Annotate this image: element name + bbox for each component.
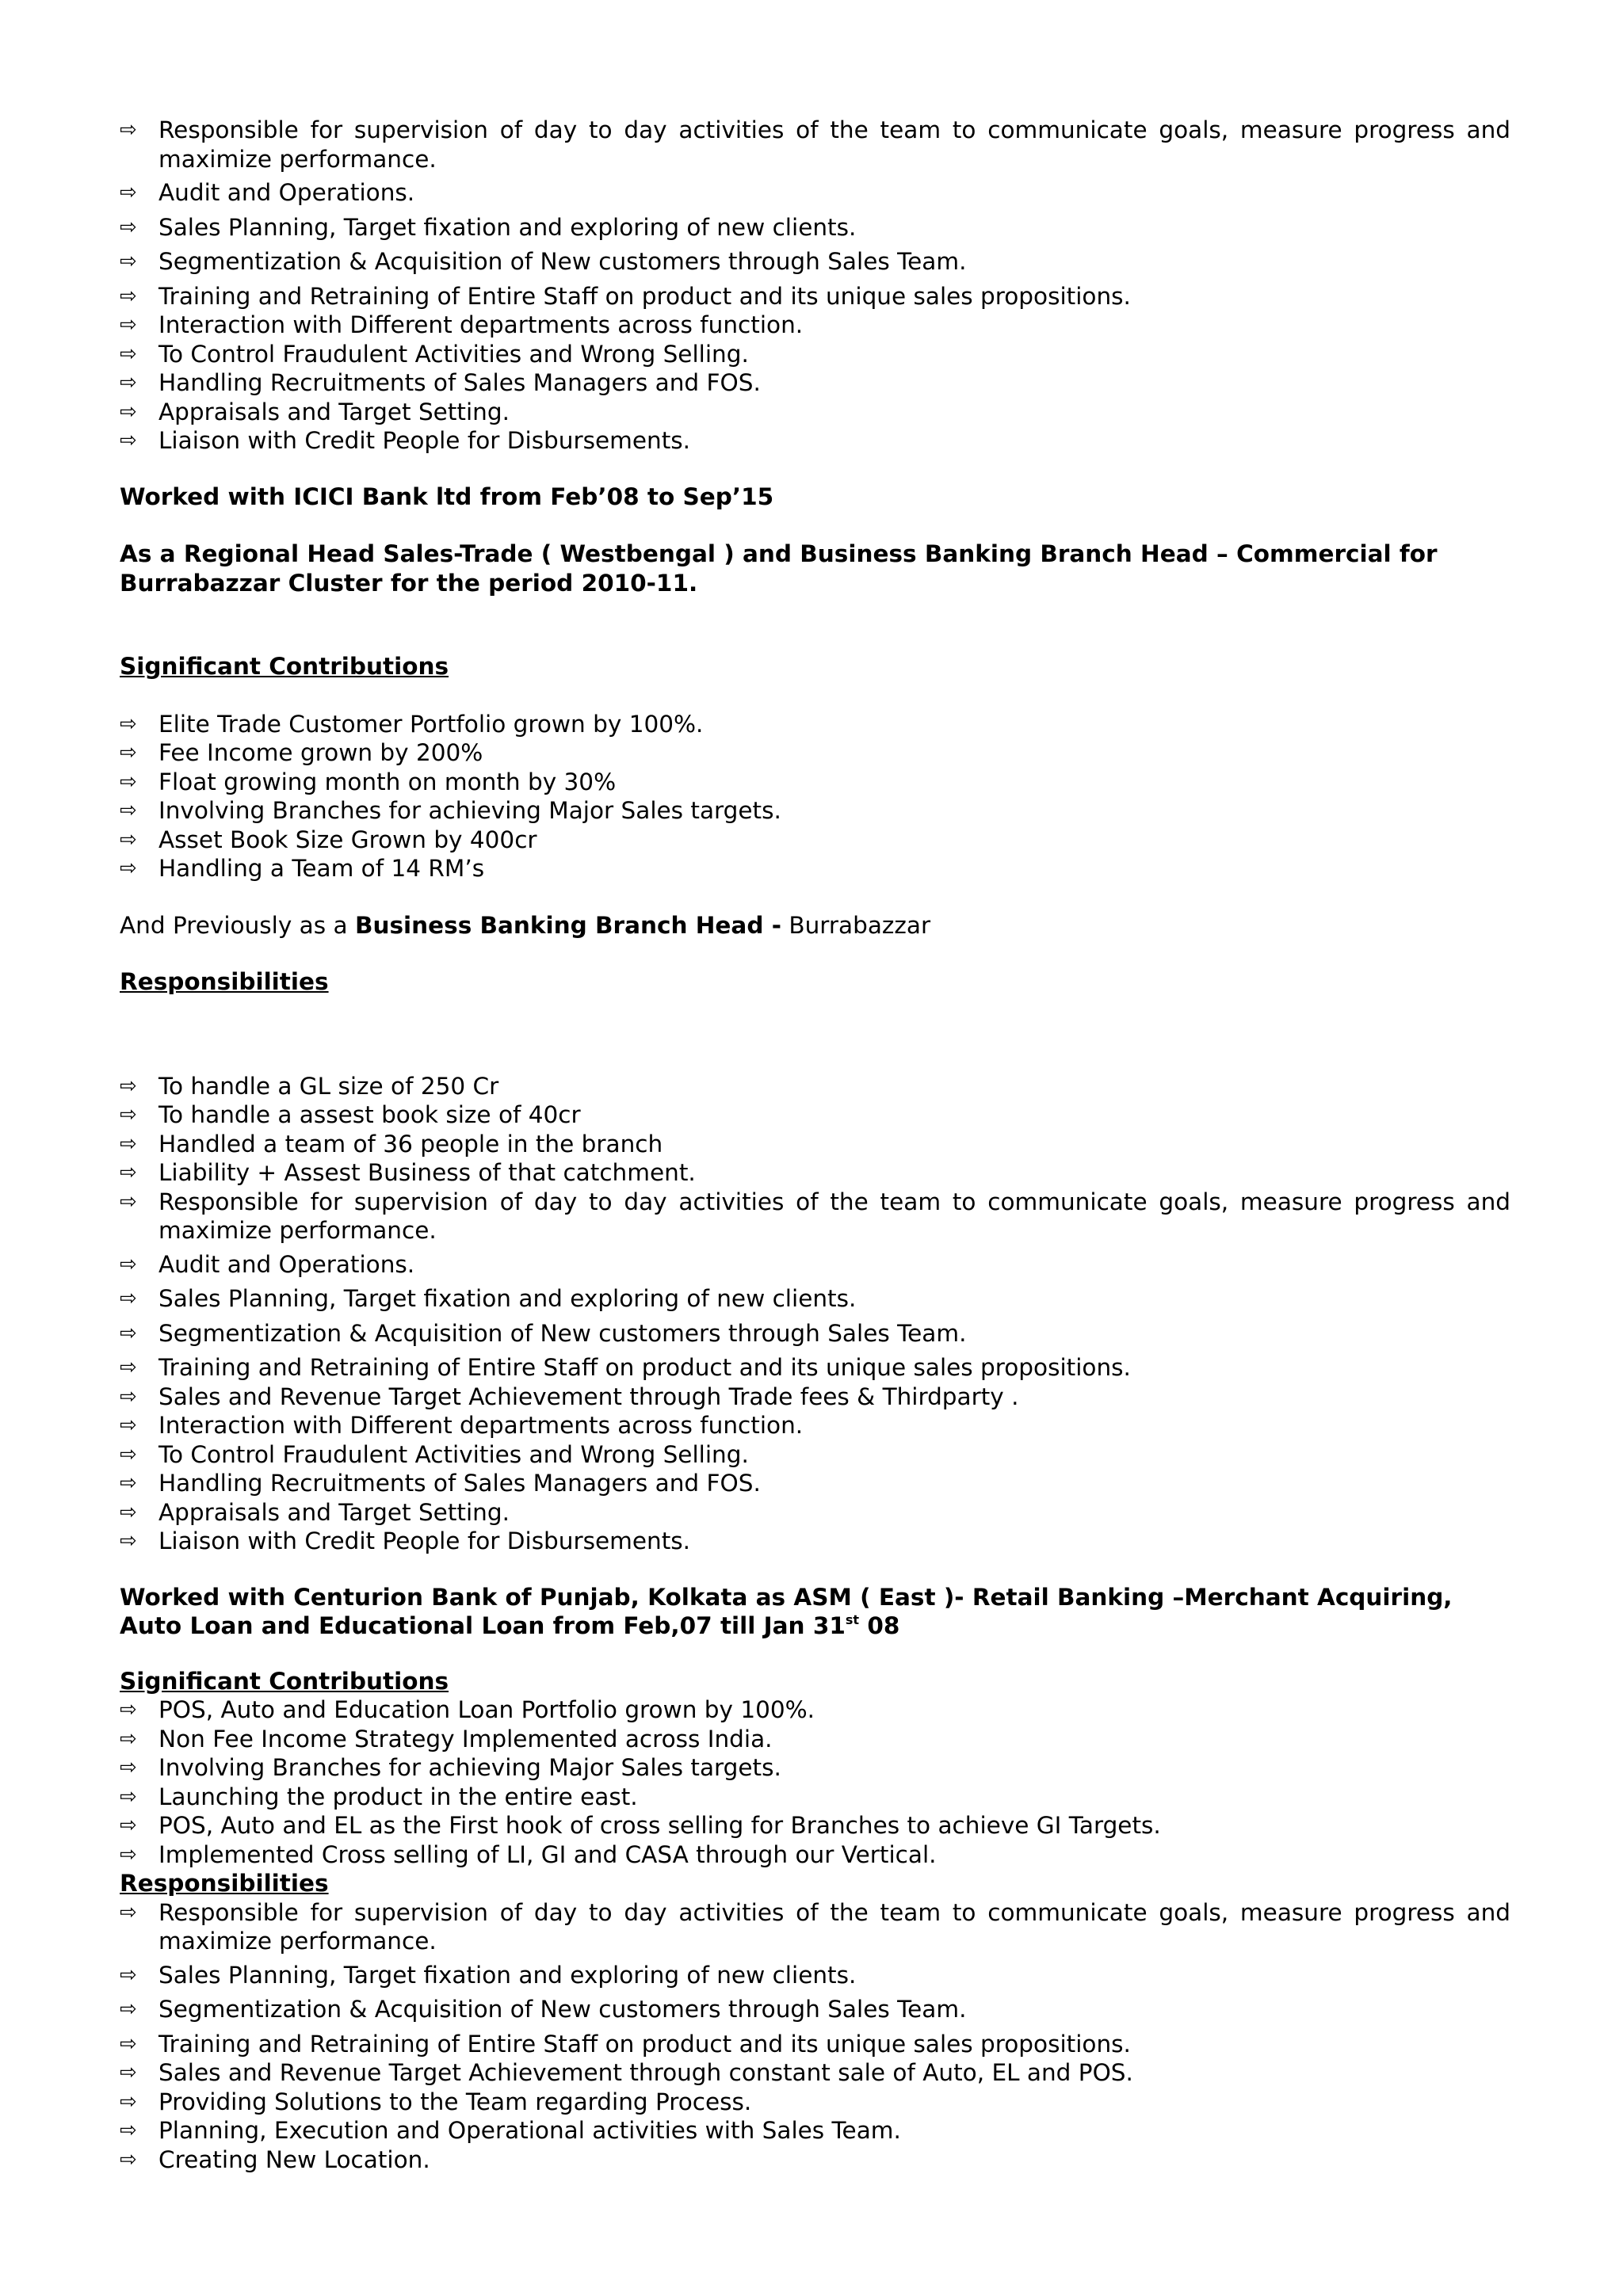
list-item: ⇨ Elite Trade Customer Portfolio grown by 100%. (120, 710, 704, 738)
centurion-contributions-heading: Significant Contributions (120, 1667, 449, 1695)
list-item: ⇨ Responsible for supervision of day to day activities of the team to communicate goals, measure progress and maximize performance. (120, 1898, 1510, 1955)
icici-role-heading: As a Regional Head Sales-Trade ( Westbengal ) and Business Banking Branch Head – Commercial for Burrabazzar Cluster for the period 2010-11. (120, 540, 1438, 597)
arrow-bullet-icon: ⇨ (120, 429, 137, 452)
arrow-bullet-icon: ⇨ (120, 181, 137, 204)
arrow-bullet-icon: ⇨ (120, 1784, 137, 1809)
list-item: ⇨ Appraisals and Target Setting. (120, 1498, 510, 1526)
icici-responsibilities-heading: Responsibilities (120, 968, 329, 995)
arrow-bullet-icon: ⇨ (120, 215, 137, 239)
arrow-bullet-icon: ⇨ (120, 1442, 137, 1466)
list-item: ⇨ Launching the product in the entire east. (120, 1783, 638, 1810)
arrow-bullet-icon: ⇨ (120, 250, 137, 273)
list-item: ⇨ Audit and Operations. (120, 1250, 415, 1278)
list-item: ⇨ Sales Planning, Target fixation and exploring of new clients. (120, 213, 857, 241)
list-item: ⇨ Float growing month on month by 30% (120, 768, 617, 795)
list-item: ⇨ Asset Book Size Grown by 400cr (120, 826, 537, 853)
resume-page (120, 116, 1510, 2174)
list-item: ⇨ Sales Planning, Target fixation and exploring of new clients. (120, 1961, 857, 1989)
arrow-bullet-icon: ⇨ (120, 2119, 137, 2142)
list-item: ⇨ Interaction with Different departments across function. (120, 311, 804, 338)
arrow-bullet-icon: ⇨ (120, 827, 137, 852)
arrow-bullet-icon: ⇨ (120, 1103, 137, 1127)
list-item: ⇨ Liability + Assest Business of that catchment. (120, 1159, 696, 1186)
arrow-bullet-icon: ⇨ (120, 1814, 137, 1837)
arrow-bullet-icon: ⇨ (120, 1471, 137, 1495)
list-item: ⇨ Creating New Location. (120, 2145, 430, 2173)
arrow-bullet-icon: ⇨ (120, 1321, 137, 1345)
arrow-bullet-icon: ⇨ (120, 799, 137, 822)
list-item: ⇨ Handling a Team of 14 RM’s (120, 855, 485, 882)
list-item: ⇨ Segmentization & Acquisition of New customers through Sales Team. (120, 1319, 967, 1347)
list-item: ⇨ Liaison with Credit People for Disbursements. (120, 427, 691, 454)
list-item: ⇨ Sales and Revenue Target Achievement through constant sale of Auto, EL and POS. (120, 2059, 1133, 2086)
centurion-responsibilities-list (120, 1898, 1510, 2175)
arrow-bullet-icon: ⇨ (120, 1356, 137, 1379)
arrow-bullet-icon: ⇨ (120, 1842, 137, 1867)
list-item: ⇨ Segmentization & Acquisition of New customers through Sales Team. (120, 1996, 967, 2023)
arrow-bullet-icon: ⇨ (120, 1698, 137, 1722)
list-item: ⇨ Providing Solutions to the Team regarding Process. (120, 2088, 752, 2115)
list-item: ⇨ Interaction with Different departments across function. (120, 1412, 804, 1439)
arrow-bullet-icon: ⇨ (120, 399, 137, 424)
arrow-bullet-icon: ⇨ (120, 711, 137, 736)
centurion-employment-heading: Worked with Centurion Bank of Punjab, Kolkata as ASM ( East )- Retail Banking –Merchant Acquiring, Auto Loan and Educational Loan from Feb,07 till Jan 31st 08 (120, 1583, 1453, 1639)
list-item: ⇨ To Control Fraudulent Activities and Wrong Selling. (120, 340, 749, 368)
list-item: ⇨ Handling Recruitments of Sales Managers and FOS. (120, 369, 761, 396)
list-item: ⇨ Segmentization & Acquisition of New customers through Sales Team. (120, 248, 967, 275)
list-item: ⇨ Involving Branches for achieving Major Sales targets. (120, 1754, 781, 1781)
arrow-bullet-icon: ⇨ (120, 2061, 137, 2084)
arrow-bullet-icon: ⇨ (120, 856, 137, 880)
list-item: ⇨ Training and Retraining of Entire Staff on product and its unique sales propositions. (120, 2030, 1131, 2058)
list-item: ⇨ To handle a GL size of 250 Cr (120, 1072, 499, 1100)
arrow-bullet-icon: ⇨ (120, 1189, 137, 1214)
arrow-bullet-icon: ⇨ (120, 371, 137, 395)
arrow-bullet-icon: ⇨ (120, 1726, 137, 1751)
list-item: ⇨ Involving Branches for achieving Major Sales targets. (120, 797, 781, 824)
arrow-bullet-icon: ⇨ (120, 2089, 137, 2114)
arrow-bullet-icon: ⇨ (120, 769, 137, 794)
list-item: ⇨ Audit and Operations. (120, 179, 415, 206)
list-item: ⇨ To handle a assest book size of 40cr (120, 1101, 581, 1128)
arrow-bullet-icon: ⇨ (120, 1962, 137, 1987)
icici-contributions-list (120, 710, 1510, 883)
list-item: ⇨ Sales Planning, Target fixation and exploring of new clients. (120, 1285, 857, 1312)
arrow-bullet-icon: ⇨ (120, 1287, 137, 1310)
icici-responsibilities-list (120, 1072, 1510, 1556)
arrow-bullet-icon: ⇨ (120, 1384, 137, 1409)
list-item: ⇨ POS, Auto and Education Loan Portfolio grown by 100%. (120, 1696, 815, 1723)
list-item: ⇨ POS, Auto and EL as the First hook of cross selling for Branches to achieve GI Targets. (120, 1812, 1161, 1839)
icici-employment-heading: Worked with ICICI Bank ltd from Feb’08 to Sep’15 (120, 482, 774, 510)
list-item: ⇨ Responsible for supervision of day to day activities of the team to communicate goals, measure progress and maximize performance. (120, 116, 1510, 173)
arrow-bullet-icon: ⇨ (120, 1529, 137, 1553)
arrow-bullet-icon: ⇨ (120, 1074, 137, 1098)
list-item: ⇨ Implemented Cross selling of LI, GI and CASA through our Vertical. (120, 1840, 937, 1868)
list-item: ⇨ Fee Income grown by 200% (120, 739, 483, 766)
arrow-bullet-icon: ⇨ (120, 1252, 137, 1276)
arrow-bullet-icon: ⇨ (120, 1413, 137, 1437)
arrow-bullet-icon: ⇨ (120, 284, 137, 308)
arrow-bullet-icon: ⇨ (120, 1756, 137, 1779)
icici-contributions-heading: Significant Contributions (120, 653, 449, 680)
arrow-bullet-icon: ⇨ (120, 1900, 137, 1924)
list-item: ⇨ Training and Retraining of Entire Staff on product and its unique sales propositions. (120, 282, 1131, 310)
list-item: ⇨ Sales and Revenue Target Achievement through Trade fees & Thirdparty . (120, 1383, 1019, 1410)
list-item: ⇨ Appraisals and Target Setting. (120, 398, 510, 425)
arrow-bullet-icon: ⇨ (120, 1161, 137, 1184)
list-item: ⇨ Liaison with Credit People for Disbursements. (120, 1527, 691, 1554)
list-item: ⇨ Non Fee Income Strategy Implemented across India. (120, 1725, 773, 1753)
arrow-bullet-icon: ⇨ (120, 313, 137, 337)
prior-responsibilities-list (120, 116, 1510, 456)
arrow-bullet-icon: ⇨ (120, 2031, 137, 2056)
arrow-bullet-icon: ⇨ (120, 1997, 137, 2021)
arrow-bullet-icon: ⇨ (120, 341, 137, 366)
previous-role-line: And Previously as a Business Banking Branch Head - Burrabazzar (120, 911, 931, 939)
list-item: ⇨ Responsible for supervision of day to day activities of the team to communicate goals, measure progress and maximize performance. (120, 1188, 1510, 1244)
list-item: ⇨ To Control Fraudulent Activities and Wrong Selling. (120, 1440, 749, 1468)
list-item: ⇨ Handling Recruitments of Sales Managers and FOS. (120, 1470, 761, 1497)
arrow-bullet-icon: ⇨ (120, 118, 137, 142)
arrow-bullet-icon: ⇨ (120, 1131, 137, 1156)
arrow-bullet-icon: ⇨ (120, 1500, 137, 1524)
list-item: ⇨ Training and Retraining of Entire Staff on product and its unique sales propositions. (120, 1354, 1131, 1381)
list-item: ⇨ Handled a team of 36 people in the branch (120, 1130, 663, 1158)
arrow-bullet-icon: ⇨ (120, 741, 137, 765)
list-item: ⇨ Planning, Execution and Operational activities with Sales Team. (120, 2117, 901, 2144)
centurion-contributions-list (120, 1695, 1510, 1869)
arrow-bullet-icon: ⇨ (120, 2147, 137, 2172)
centurion-responsibilities-heading: Responsibilities (120, 1870, 329, 1897)
